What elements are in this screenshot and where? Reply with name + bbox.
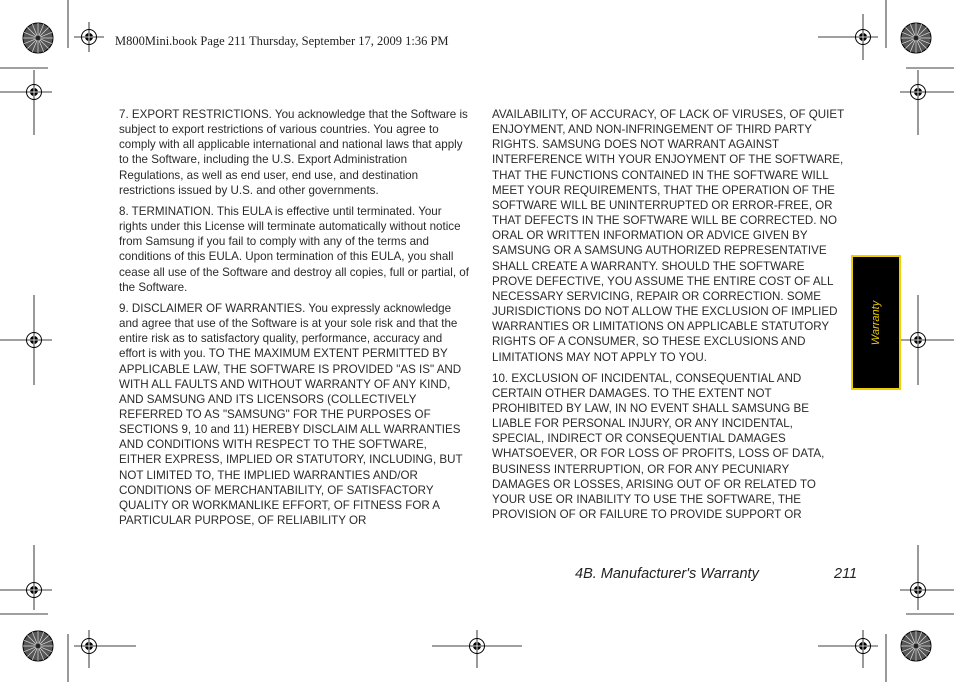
- print-header: M800Mini.book Page 211 Thursday, September 17, 2009 1:36 PM: [115, 34, 449, 48]
- footer-page-number: 211: [834, 566, 858, 582]
- paragraph-disclaimer-continued: AVAILABILITY, OF ACCURACY, OF LACK OF VIRUSES, OF QUIET ENJOYMENT, AND NON-INFRINGEMENT OF THIRD PARTY RIGHTS. SAMSUNG DOES NOT WARRANT AGAINST INTERFERENCE WITH YOUR ENJOYMENT OF THE SOFTWARE, THAT THE FUNCTIONS CONTAINED IN THE SOFTWARE WILL MEET YOUR REQUIREMENTS, THAT THE OPERATION OF THE SOFTWARE WILL BE UNINTERRUPTED OR ERROR-FREE, OR THAT DEFECTS IN THE SOFTWARE WILL BE CORRECTED. NO ORAL OR WRITTEN INFORMATION OR ADVICE GIVEN BY SAMSUNG OR A SAMSUNG AUTHORIZED REPRESENTATIVE SHALL CREATE A WARRANTY. SHOULD THE SOFTWARE PROVE DEFECTIVE, YOU ASSUME THE ENTIRE COST OF ALL NECESSARY SERVICING, REPAIR OR CORRECTION. SOME JURISDICTIONS DO NOT ALLOW THE EXCLUSION OF IMPLIED WARRANTIES OR LIMITATIONS ON APPLICABLE STATUTORY RIGHTS OF A CONSUMER, SO THESE EXCLUSIONS AND LIMITATIONS MAY NOT APPLY TO YOU.: [492, 108, 844, 364]
- paragraph-exclusion-damages: 10. EXCLUSION OF INCIDENTAL, CONSEQUENTIAL AND CERTAIN OTHER DAMAGES. TO THE EXTENT NOT PROHIBITED BY LAW, IN NO EVENT SHALL SAMSUNG BE LIABLE FOR PERSONAL INJURY, OR ANY INCIDENTAL, SPECIAL, INDIRECT OR CONSEQUENTIAL DAMAGES WHATSOEVER, OR FOR LOSS OF PROFITS, LOSS OF DATA, BUSINESS INTERRUPTION, OR FOR ANY PECUNIARY DAMAGES OR LOSSES, ARISING OUT OF OR RELATED TO YOUR USE OR INABILITY TO USE THE SOFTWARE, THE PROVISION OF OR FAILURE TO PROVIDE SUPPORT OR: [492, 371, 825, 522]
- paragraph-termination: 8. TERMINATION. This EULA is effective until terminated. Your rights under this License will terminate automatically without notice from Samsung if you fail to comply with any of the terms and conditions of this EULA. Upon termination of this EULA, you shall cease all use of the Software and destroy all copies, full or partial, of the Software.: [119, 204, 469, 294]
- paragraph-export-restrictions: 7. EXPORT RESTRICTIONS. You acknowledge that the Software is subject to export restrictions of various countries. You agree to comply with all applicable international and national laws that apply to the Software, including the U.S. Export Administration Regulations, as well as end user, end use, and destination restrictions issued by U.S. and other governments.: [119, 108, 468, 197]
- section-side-tab: [851, 255, 901, 390]
- footer-section-title: 4B. Manufacturer's Warranty: [575, 566, 759, 582]
- left-column: [119, 107, 471, 534]
- paragraph-disclaimer: 9. DISCLAIMER OF WARRANTIES. You expressly acknowledge and agree that use of the Software is at your sole risk and that the entire risk as to satisfactory quality, performance, accuracy and effort is with you. TO THE MAXIMUM EXTENT PERMITTED BY APPLICABLE LAW, THE SOFTWARE IS PROVIDED "AS IS" AND WITH ALL FAULTS AND WITHOUT WARRANTY OF ANY KIND, AND SAMSUNG AND ITS LICENSORS (COLLECTIVELY REFERRED TO AS "SAMSUNG" FOR THE PURPOSES OF SECTIONS 9, 10 and 11) HEREBY DISCLAIM ALL WARRANTIES AND CONDITIONS WITH RESPECT TO THE SOFTWARE, EITHER EXPRESS, IMPLIED OR STATUTORY, INCLUDING, BUT NOT LIMITED TO, THE IMPLIED WARRANTIES AND/OR CONDITIONS OF MERCHANTABILITY, OF SATISFACTORY QUALITY OR WORKMANLIKE EFFORT, OF FITNESS FOR A PARTICULAR PURPOSE, OF RELIABILITY OR: [119, 301, 463, 528]
- side-tab-label: Warranty: [870, 300, 882, 345]
- right-column: [492, 107, 844, 528]
